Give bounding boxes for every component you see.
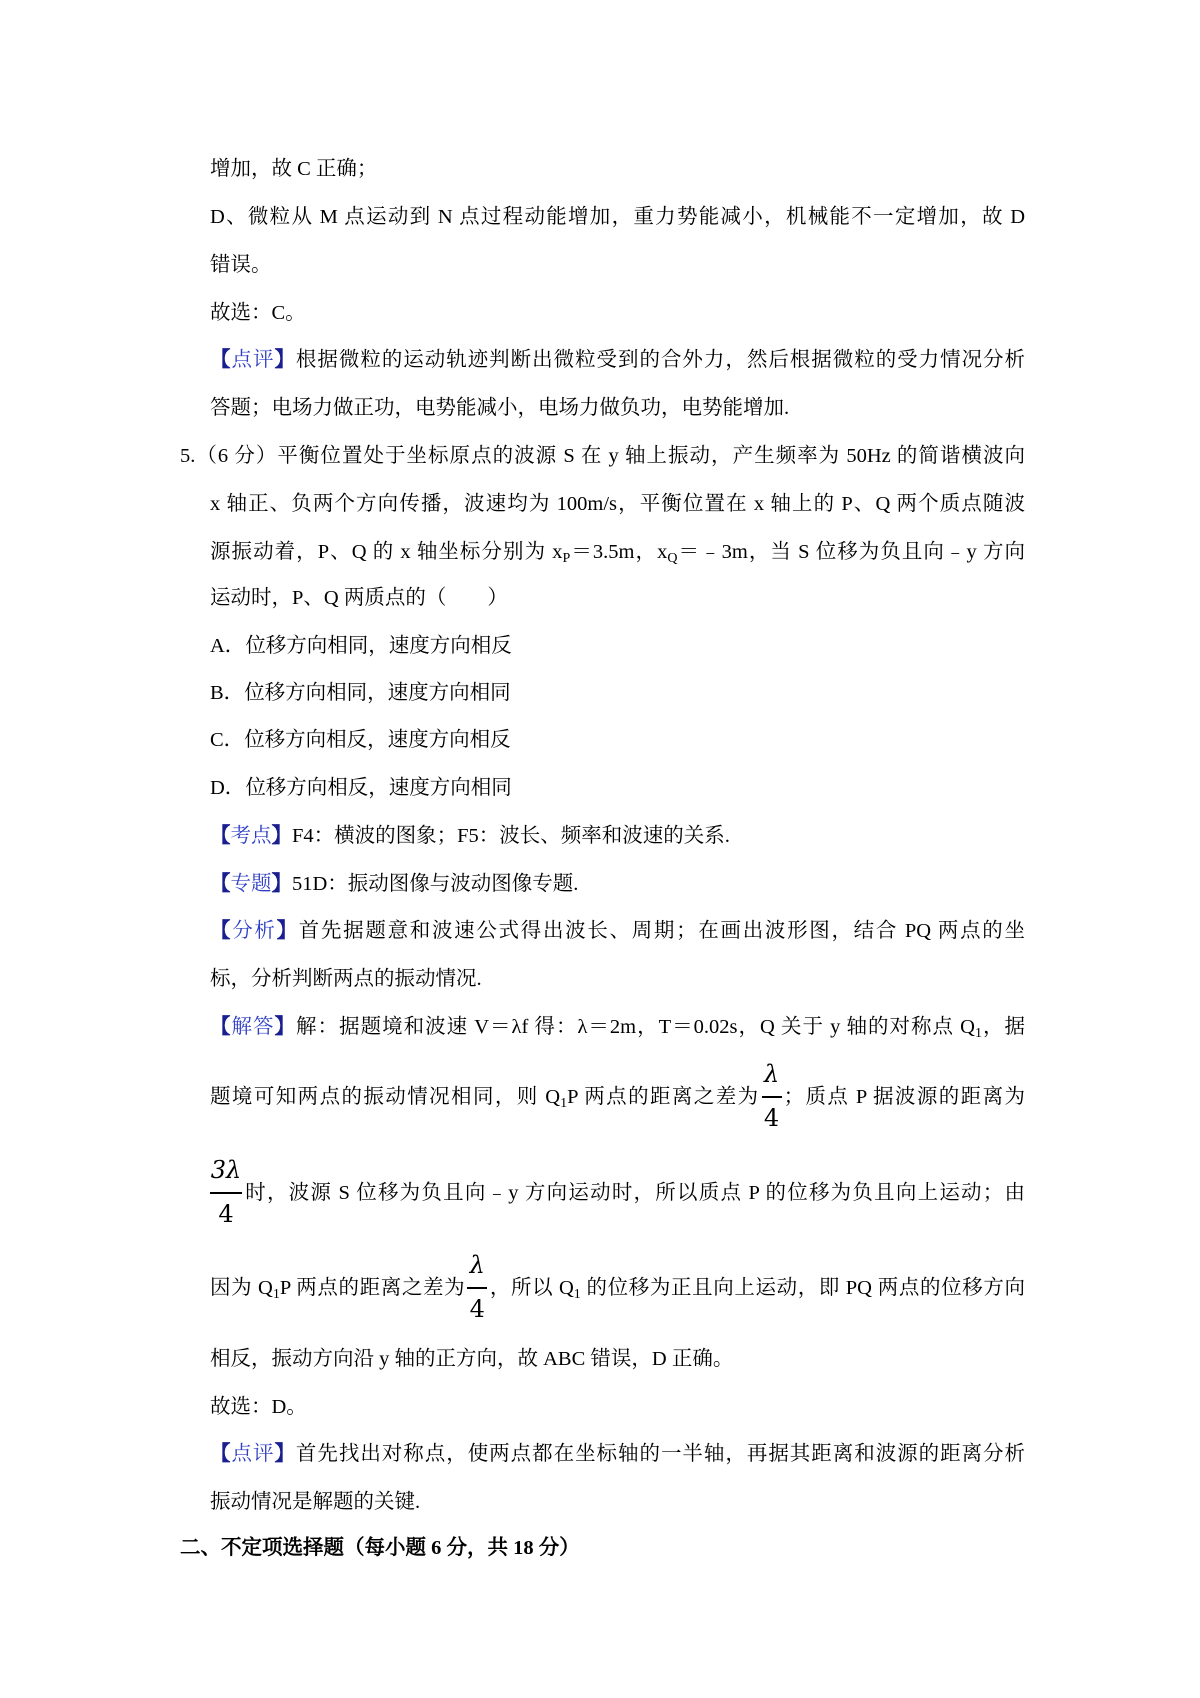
stem-text: 平衡位置处于坐标原点的波源 S 在 y 轴上振动，产生频率为 50Hz 的简谐横波向	[277, 445, 1025, 467]
prev-option-d-analysis-line-1: D、微粒从 M 点运动到 N 点过程动能增加，重力势能减小，机械能不一定增加，故 D	[210, 206, 1025, 228]
question-5-stem-line-4: 运动时，P、Q 两质点的（ ）	[210, 587, 508, 609]
label-bracket-close: 】	[274, 349, 296, 371]
fraction-numerator: λ	[763, 1060, 780, 1088]
subscript: 1	[573, 1287, 581, 1302]
label-text: 点评	[231, 1443, 275, 1465]
label-bracket-open: 【	[210, 825, 231, 847]
label-bracket-close: 】	[274, 1443, 296, 1465]
comment-label	[210, 1443, 296, 1465]
solution-text: 的位移为正且向上运动，即 PQ 两点的位移方向	[580, 1277, 1025, 1299]
option-letter: D．	[210, 777, 246, 799]
fraction-bar	[762, 1096, 782, 1098]
question-5-stem-line-2: x 轴正、负两个方向传播，波速均为 100m/s，平衡位置在 x 轴上的 P、Q 两个质点随波	[210, 493, 1025, 515]
analysis-line-2: 标，分析判断两点的振动情况.	[210, 968, 482, 990]
solution-text: 题境可知两点的振动情况相同，则 Q	[210, 1086, 561, 1108]
label-bracket-close: 】	[276, 920, 299, 942]
fraction-denominator: 4	[218, 1200, 234, 1228]
option-text: 位移方向相反，速度方向相反	[244, 729, 511, 751]
final-choice: 故选：D。	[210, 1396, 307, 1418]
option-b	[210, 678, 511, 708]
prev-final-choice: 故选：C。	[210, 302, 306, 324]
label-bracket-open: 【	[210, 873, 231, 895]
stem-text: ＝3.5m，x	[570, 541, 668, 563]
subscript: 1	[560, 1096, 568, 1111]
fraction-lambda-over-4	[762, 1060, 782, 1132]
option-c	[210, 725, 511, 755]
solution-text: ；质点 P 据波源的距离为	[783, 1086, 1026, 1108]
solution-line-5: 相反，振动方向沿 y 轴的正方向，故 ABC 错误，D 正确。	[210, 1348, 734, 1370]
comment-text: 根据微粒的运动轨迹判断出微粒受到的合外力，然后根据微粒的受力情况分析	[295, 349, 1026, 371]
solution-text: 解：据题境和波速 V＝λf 得：λ＝2m，T＝0.02s，Q 关于 y 轴的对称点 Q	[296, 1016, 975, 1038]
solution-line-2	[210, 1060, 1026, 1132]
label-bracket-open: 【	[210, 920, 233, 942]
section-heading: 二、不定项选择题（每小题 6 分，共 18 分）	[180, 1537, 580, 1559]
fraction-numerator: λ	[469, 1251, 485, 1279]
subscript: P	[562, 551, 571, 566]
option-letter: A．	[210, 635, 246, 657]
solution-line-1	[210, 1012, 1025, 1042]
label-text: 点评	[231, 349, 275, 371]
analysis-label	[210, 920, 299, 942]
label-text: 解答	[231, 1016, 275, 1038]
solution-line-4	[210, 1251, 1025, 1323]
solution-text: P 两点的距离之差为	[567, 1086, 760, 1108]
label-bracket-open: 【	[210, 1443, 232, 1465]
solution-label	[210, 1016, 296, 1038]
label-bracket-close: 】	[271, 873, 292, 895]
label-bracket-close: 】	[274, 1016, 297, 1038]
question-5-stem-line-1	[180, 441, 1025, 471]
option-letter: C．	[210, 729, 245, 751]
solution-text: 时，波源 S 位移为负且向﹣y 方向运动时，所以质点 P 的位移为负且向上运动；由	[244, 1182, 1025, 1204]
comment-text: 首先找出对称点，使两点都在坐标轴的一半轴，再据其距离和波源的距离分析	[295, 1443, 1026, 1465]
label-bracket-close: 】	[271, 825, 292, 847]
option-text: 位移方向相同，速度方向相反	[245, 635, 512, 657]
topic-label	[210, 873, 292, 895]
analysis-line-1	[210, 916, 1025, 946]
subscript: 1	[272, 1287, 280, 1302]
solution-text: ，据	[982, 1016, 1026, 1038]
prev-comment-line-1	[210, 345, 1025, 375]
prev-answer-continuation: 增加，故 C 正确；	[210, 158, 378, 180]
solution-text: P 两点的距离之差为	[279, 1277, 466, 1299]
label-text: 考点	[230, 825, 272, 847]
label-bracket-open: 【	[210, 1016, 232, 1038]
fraction-denominator: 4	[763, 1104, 780, 1132]
stem-text: 源振动着，P、Q 的 x 轴坐标分别为 x	[210, 541, 563, 563]
fraction-bar	[210, 1192, 242, 1194]
prev-option-d-analysis-line-2: 错误。	[210, 254, 272, 276]
analysis-text: 首先据题意和波速公式得出波长、周期；在画出波形图，结合 PQ 两点的坐	[298, 920, 1026, 942]
question-score: （6 分）	[195, 445, 278, 467]
topic-text: 51D：振动图像与波动图像专题.	[292, 873, 579, 895]
label-text: 分析	[232, 920, 277, 942]
option-a	[210, 631, 512, 661]
option-text: 位移方向相反，速度方向相同	[245, 777, 512, 799]
option-d	[210, 773, 512, 803]
fraction-denominator: 4	[469, 1295, 485, 1323]
comment-label	[210, 349, 296, 371]
question-5-stem-line-3	[210, 537, 1025, 567]
subscript: 1	[975, 1026, 982, 1041]
fraction-bar	[467, 1287, 487, 1289]
solution-text: ，所以 Q	[489, 1277, 574, 1299]
comment-line-1	[210, 1439, 1025, 1469]
label-text: 专题	[230, 873, 272, 895]
solution-text: 因为 Q	[210, 1277, 273, 1299]
knowledge-point-label	[210, 825, 292, 847]
prev-comment-line-2: 答题；电场力做正功，电势能减小，电场力做负功，电势能增加.	[210, 397, 790, 419]
subscript: Q	[667, 551, 678, 566]
question-number: 5.	[180, 445, 196, 467]
fraction-lambda-over-4	[467, 1251, 487, 1323]
knowledge-point-text: F4：横波的图象；F5：波长、频率和波速的关系.	[292, 825, 730, 847]
option-text: 位移方向相同，速度方向相同	[244, 682, 511, 704]
stem-text: ＝﹣3m，当 S 位移为负且向﹣y 方向	[677, 541, 1025, 563]
label-bracket-open: 【	[210, 349, 232, 371]
knowledge-point-line	[210, 821, 730, 851]
comment-line-2: 振动情况是解题的关键.	[210, 1491, 421, 1513]
topic-line	[210, 869, 578, 899]
option-letter: B．	[210, 682, 245, 704]
fraction-numerator: 3λ	[210, 1156, 242, 1184]
